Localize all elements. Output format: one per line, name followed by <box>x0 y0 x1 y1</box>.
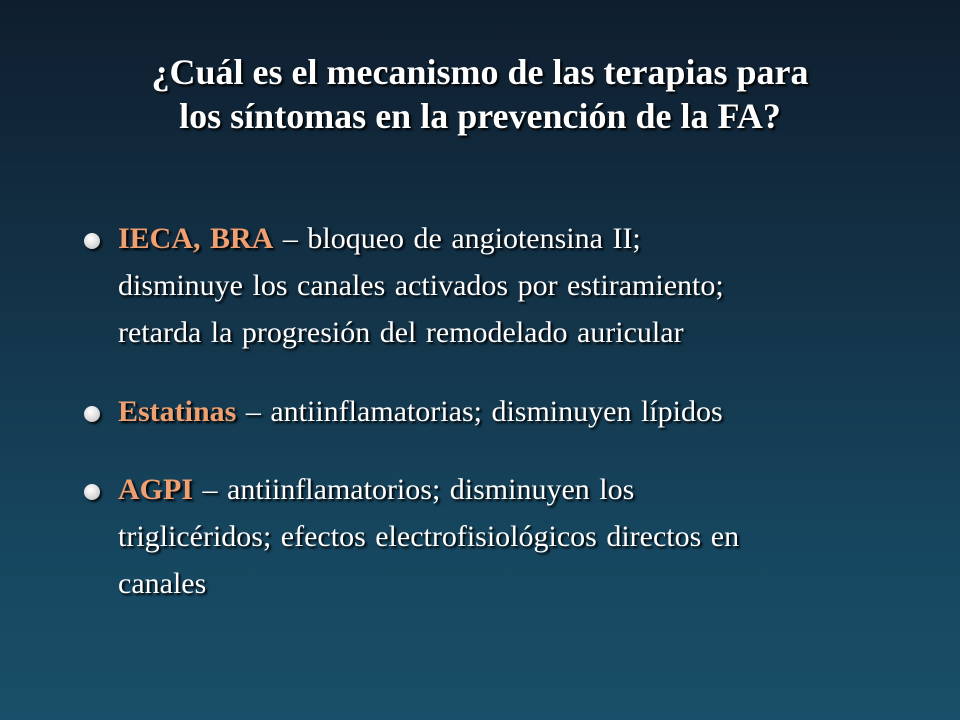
bullet-line-3: canales <box>118 567 207 600</box>
bullet-text <box>118 215 918 356</box>
bullet-line-3: retarda la progresión del remodelado auricular <box>118 316 684 349</box>
bullet-line-1: – antiinflamatorios; disminuyen los <box>193 473 635 506</box>
bullet-line-1: – antiinflamatorias; disminuyen lípidos <box>236 395 723 428</box>
bullet-text <box>118 388 918 435</box>
bullet-term: Estatinas <box>118 395 237 428</box>
slide-title-line-1: ¿Cuál es el mecanismo de las terapias para <box>151 52 809 92</box>
bullet-dot-icon <box>84 233 100 249</box>
bullet-line-2: disminuye los canales activados por estiramiento; <box>118 269 724 302</box>
bullet-line-2: triglicéridos; efectos electrofisiológicos directos en <box>118 520 740 553</box>
bullet-term: IECA, BRA <box>118 222 274 255</box>
bullet-text <box>118 466 918 607</box>
bullet-line-1: – bloqueo de angiotensina II; <box>273 222 641 255</box>
bullet-dot-icon <box>84 406 100 422</box>
bullet-term: AGPI <box>118 473 193 506</box>
slide-title-line-2: los síntomas en la prevención de la FA? <box>179 96 781 136</box>
bullet-dot-icon <box>84 484 100 500</box>
